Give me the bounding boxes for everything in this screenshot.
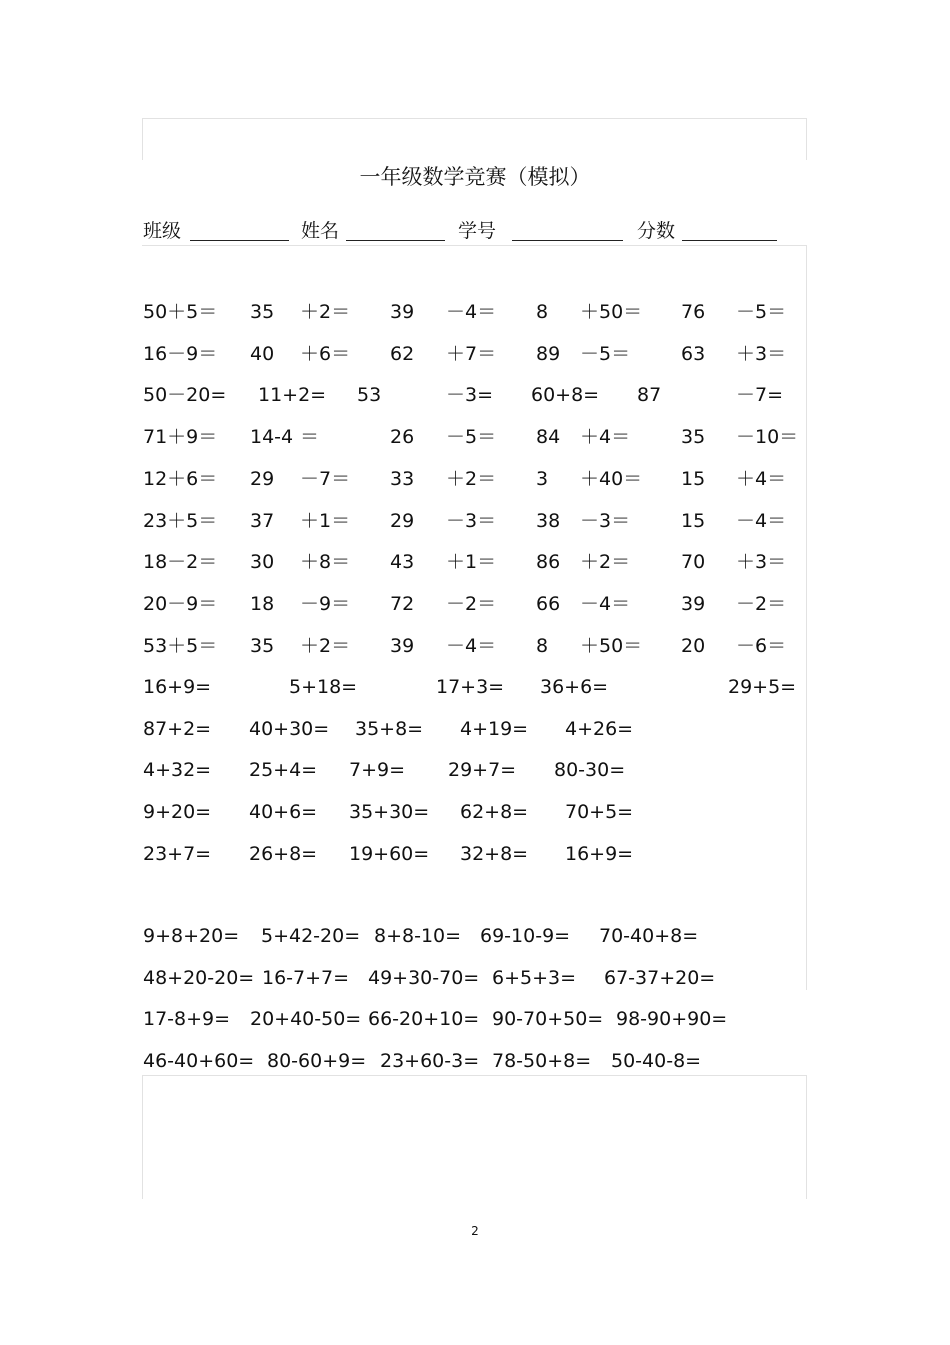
problem-cell: 8+8-10= [374, 925, 462, 947]
frame-right-line-top [806, 118, 807, 160]
problem-cell: 87 [637, 384, 662, 407]
problem-cell: 16－9＝ [143, 342, 218, 365]
problem-cell: －3= [446, 384, 494, 407]
problem-cell: ＋3＝ [736, 551, 787, 574]
problem-cell: 80-60+9= [267, 1050, 367, 1073]
student-id-label: 学号 [458, 220, 497, 242]
problem-cell: 4+26= [565, 717, 634, 740]
problem-cell: 50-40-8= [611, 1050, 702, 1073]
problem-row [0, 633, 950, 659]
problem-cell: 49+30-70= [368, 966, 480, 989]
problem-cell: 98-90+90= [616, 1008, 728, 1031]
problem-cell: 53 [357, 384, 382, 407]
score-blank[interactable] [682, 240, 777, 241]
problem-cell: 84 [536, 426, 561, 449]
problem-cell: 60+8= [531, 384, 600, 407]
problem-row [0, 923, 950, 949]
problem-cell: 50＋5＝ [143, 301, 218, 323]
problem-cell: 40+30= [249, 717, 330, 740]
problem-cell: －5＝ [446, 426, 497, 449]
problem-cell: 9+8+20= [143, 925, 240, 947]
problem-cell: 26+8= [249, 842, 318, 865]
problem-cell: 62 [390, 342, 415, 365]
problem-cell: 62+8= [460, 801, 529, 824]
problem-cell: 9+20= [143, 801, 212, 824]
problem-cell: ＋2＝ [446, 467, 497, 490]
problem-cell: 29+7= [448, 759, 517, 782]
problem-cell: 90-70+50= [492, 1008, 604, 1031]
problem-cell: 4+19= [460, 717, 529, 740]
problem-cell: 39 [390, 634, 415, 657]
frame-header-line [142, 245, 807, 246]
problem-cell: 8 [536, 301, 549, 323]
problem-row [0, 841, 950, 867]
page-title: 一年级数学竞赛（模拟） [359, 165, 591, 189]
problem-cell: 76 [681, 301, 706, 323]
problem-cell: ＋50＝ [580, 301, 643, 323]
problem-cell: 18－2＝ [143, 551, 218, 574]
problem-cell: 40 [250, 342, 275, 365]
score-label: 分数 [637, 220, 676, 242]
name-blank[interactable] [346, 240, 445, 241]
problem-cell: 29 [250, 467, 275, 490]
frame-right-line-bottom [806, 1075, 807, 1199]
problem-cell: ＋3＝ [736, 342, 787, 365]
problem-cell: 35 [250, 634, 275, 657]
problem-cell: ＋4＝ [736, 467, 787, 490]
student-id-blank[interactable] [512, 240, 623, 241]
problem-row [0, 591, 950, 617]
problem-cell: ＋2＝ [300, 301, 351, 323]
problem-row [0, 757, 950, 783]
problem-cell: 15 [681, 467, 706, 490]
problem-cell: ＋1＝ [446, 551, 497, 574]
problem-cell: 5+18= [289, 676, 358, 698]
problem-cell: 29+5= [728, 676, 797, 698]
problem-cell: 29 [390, 509, 415, 532]
problem-row [0, 549, 950, 575]
problem-cell: 39 [390, 301, 415, 323]
frame-left-line-top [142, 118, 143, 160]
problem-cell: 17+3= [436, 676, 505, 698]
problem-cell: ＋40＝ [580, 467, 643, 490]
problem-cell: 23+7= [143, 842, 212, 865]
problem-row [0, 799, 950, 825]
problem-cell: 15 [681, 509, 706, 532]
problem-row [0, 965, 950, 991]
problem-cell: 25+4= [249, 759, 318, 782]
problem-cell: 11+2= [258, 384, 327, 407]
problem-row [0, 674, 950, 700]
problem-cell: 7+9= [349, 759, 406, 782]
problem-cell: 16+9= [143, 676, 212, 698]
problem-row [0, 424, 950, 450]
problem-cell: 17-8+9= [143, 1008, 231, 1031]
problem-cell: 16-7+7= [262, 966, 350, 989]
problem-row [0, 508, 950, 534]
problem-cell: 87+2= [143, 717, 212, 740]
problem-cell: 66-20+10= [368, 1008, 480, 1031]
problem-cell: 48+20-20= [143, 966, 255, 989]
class-blank[interactable] [190, 240, 289, 241]
page-number: 2 [471, 1224, 479, 1238]
problem-cell: 35+30= [349, 801, 430, 824]
problem-cell: －3＝ [446, 509, 497, 532]
problem-row [0, 299, 950, 325]
problem-cell: 70+5= [565, 801, 634, 824]
problem-cell: －7＝ [300, 467, 351, 490]
problem-cell: 63 [681, 342, 706, 365]
problem-cell: 53＋5＝ [143, 634, 218, 657]
problem-cell: 35+8= [355, 717, 424, 740]
problem-cell: 66 [536, 592, 561, 615]
problem-cell: 35 [681, 426, 706, 449]
problem-cell: 43 [390, 551, 415, 574]
problem-cell: 39 [681, 592, 706, 615]
problem-cell: ＋8＝ [300, 551, 351, 574]
problem-row [0, 1048, 950, 1074]
problem-row [0, 716, 950, 742]
name-label: 姓名 [301, 220, 340, 242]
problem-cell: －6＝ [736, 634, 787, 657]
problem-cell: 70 [681, 551, 706, 574]
problem-cell: －10＝ [736, 426, 799, 449]
problem-cell: ＋6＝ [300, 342, 351, 365]
problem-cell: 80-30= [554, 759, 626, 782]
problem-cell: 33 [390, 467, 415, 490]
problem-row [0, 382, 950, 408]
problem-cell: 32+8= [460, 842, 529, 865]
problem-cell: 40+6= [249, 801, 318, 824]
problem-cell: 30 [250, 551, 275, 574]
problem-cell: ＋2＝ [300, 634, 351, 657]
problem-cell: ＋1＝ [300, 509, 351, 532]
problem-cell: 38 [536, 509, 561, 532]
problem-cell: 78-50+8= [492, 1050, 592, 1073]
problem-cell: 4+32= [143, 759, 212, 782]
problem-cell: －5＝ [736, 301, 787, 323]
problem-cell: 35 [250, 301, 275, 323]
problem-cell: ＋4＝ [580, 426, 631, 449]
problem-cell: ＝ [300, 426, 320, 449]
problem-cell: ＋50＝ [580, 634, 643, 657]
problem-cell: －2＝ [736, 592, 787, 615]
problem-cell: 23+60-3= [380, 1050, 480, 1073]
problem-cell: 69-10-9= [480, 925, 571, 947]
problem-cell: 46-40+60= [143, 1050, 255, 1073]
problem-cell: 72 [390, 592, 415, 615]
problem-cell: 5+42-20= [261, 925, 361, 947]
problem-cell: 26 [390, 426, 415, 449]
problem-cell: 50－20= [143, 384, 227, 407]
problem-cell: －9＝ [300, 592, 351, 615]
problem-cell: 14-4 [250, 426, 294, 449]
problem-cell: －4＝ [446, 634, 497, 657]
problem-row [0, 341, 950, 367]
problem-cell: －3＝ [580, 509, 631, 532]
problem-cell: 71＋9＝ [143, 426, 218, 449]
problem-cell: 20+40-50= [250, 1008, 362, 1031]
class-label: 班级 [143, 220, 182, 242]
problem-cell: 89 [536, 342, 561, 365]
problem-cell: －4＝ [736, 509, 787, 532]
problem-cell: 20 [681, 634, 706, 657]
problem-cell: －4＝ [446, 301, 497, 323]
problem-cell: －2＝ [446, 592, 497, 615]
problem-cell: 67-37+20= [604, 966, 716, 989]
problem-cell: 3 [536, 467, 549, 490]
problem-cell: 8 [536, 634, 549, 657]
problem-cell: 18 [250, 592, 275, 615]
problem-cell: －7= [736, 384, 784, 407]
problem-cell: 16+9= [565, 842, 634, 865]
problem-cell: 23＋5＝ [143, 509, 218, 532]
problem-cell: 6+5+3= [492, 966, 577, 989]
frame-left-line-bottom [142, 1075, 143, 1199]
problem-cell: 20－9＝ [143, 592, 218, 615]
problem-row [0, 466, 950, 492]
problem-cell: 86 [536, 551, 561, 574]
problem-cell: 37 [250, 509, 275, 532]
problem-cell: 19+60= [349, 842, 430, 865]
frame-top-line [142, 118, 807, 119]
problem-cell: 36+6= [540, 676, 609, 698]
problem-cell: ＋2＝ [580, 551, 631, 574]
problem-cell: 70-40+8= [599, 925, 699, 947]
problem-cell: －5＝ [580, 342, 631, 365]
problem-row [0, 1006, 950, 1032]
problem-cell: ＋7＝ [446, 342, 497, 365]
problem-cell: 12＋6＝ [143, 467, 218, 490]
frame-bottom-box-line [142, 1075, 807, 1076]
problem-cell: －4＝ [580, 592, 631, 615]
